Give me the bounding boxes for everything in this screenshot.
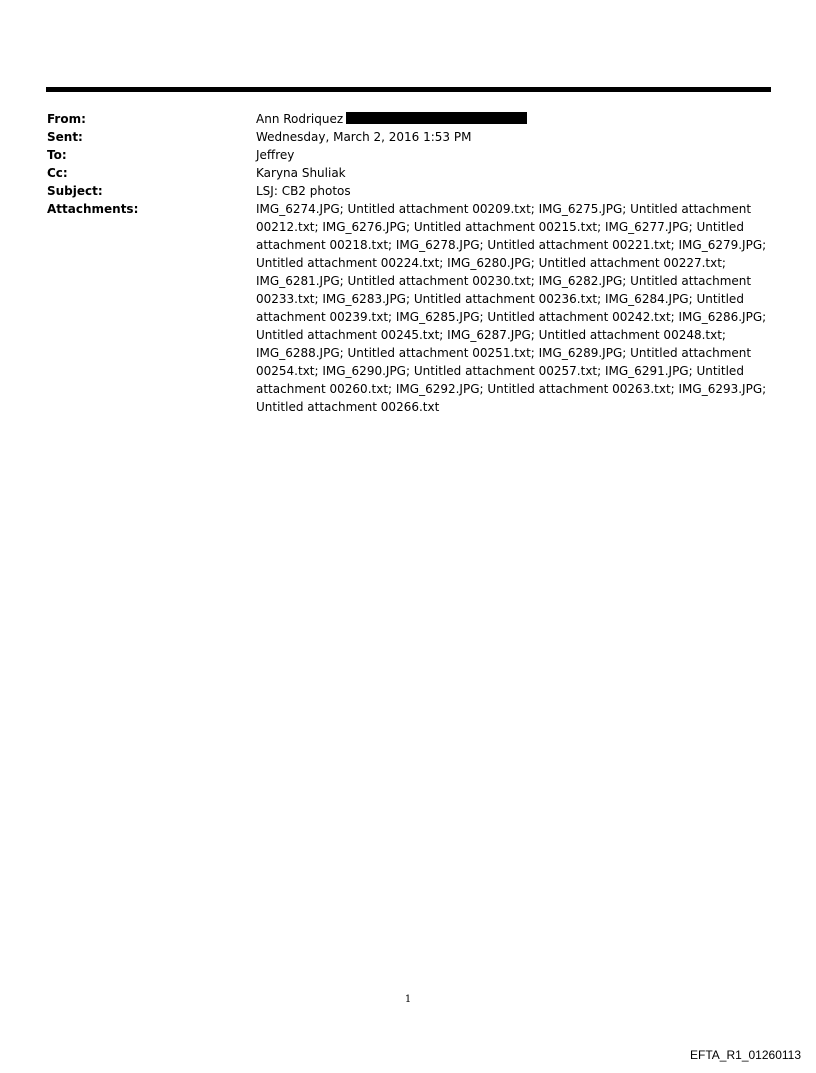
from-value-container (256, 110, 767, 128)
from-value: Ann Rodriquez (256, 112, 344, 126)
subject-value: LSJ: CB2 photos (256, 184, 351, 198)
sent-row (47, 128, 767, 146)
subject-row (47, 182, 767, 200)
sent-value: Wednesday, March 2, 2016 1:53 PM (256, 130, 472, 144)
attachments-value: IMG_6274.JPG; Untitled attachment 00209.txt; IMG_6275.JPG; Untitled attachment 00212.txt; IMG_6276.JPG; Untitled attachment 00215.txt; IMG_6277.JPG; Untitled attachment 00218.txt; IMG_6278.JPG; Untitled attachment 00221.txt; IMG_6279.JPG; Untitled attachment 00224.txt; IMG_6280.JPG; Untitled attachment 00227.txt; IMG_6281.JPG; Untitled attachment 00230.txt; IMG_6282.JPG; Untitled attachment 00233.txt; IMG_6283.JPG; Untitled attachment 00236.txt; IMG_6284.JPG; Untitled attachment 00239.txt; IMG_6285.JPG; Untitled attachment 00242.txt; IMG_6286.JPG; Untitled attachment 00245.txt; IMG_6287.JPG; Untitled attachment 00248.txt; IMG_6288.JPG; Untitled attachment 00251.txt; IMG_6289.JPG; Untitled attachment 00254.txt; IMG_6290.JPG; Untitled attachment 00257.txt; IMG_6291.JPG; Untitled attachment 00260.txt; IMG_6292.JPG; Untitled attachment 00263.txt; IMG_6293.JPG; Untitled attachment 00266.txt (256, 202, 767, 414)
page-number: 1 (404, 994, 412, 1005)
attachments-row (47, 200, 767, 416)
from-label: From: (47, 112, 86, 126)
to-label: To: (47, 148, 67, 162)
top-divider (46, 87, 771, 92)
cc-value: Karyna Shuliak (256, 166, 346, 180)
cc-label: Cc: (47, 166, 68, 180)
document-id: EFTA_R1_01260113 (690, 1048, 801, 1062)
subject-label: Subject: (47, 184, 103, 198)
from-row (47, 110, 767, 128)
sent-label: Sent: (47, 130, 83, 144)
redaction-block (346, 112, 527, 124)
attachments-label: Attachments: (47, 202, 139, 216)
to-row (47, 146, 767, 164)
cc-row (47, 164, 767, 182)
email-header (47, 110, 767, 416)
to-value: Jeffrey (256, 148, 295, 162)
